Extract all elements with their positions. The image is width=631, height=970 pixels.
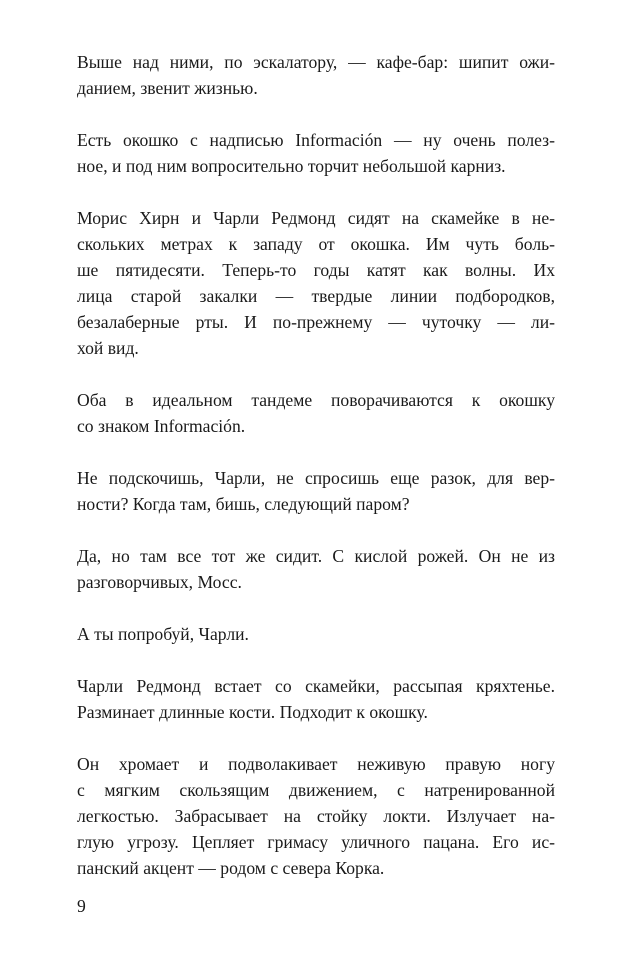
paragraph [77, 205, 555, 361]
text-line: панский акцент — родом с севера Корка. [77, 858, 385, 878]
text-line: с мягким скользящим движением, с натренированной [77, 780, 555, 800]
text-line: скольких метрах к западу от окошка. Им чуть боль- [77, 234, 555, 254]
page-number: 9 [77, 896, 86, 916]
paragraph [77, 127, 555, 179]
text-line: Выше над ними, по эскалатору, — кафе-бар: шипит ожи- [77, 52, 555, 72]
text-line: безалаберные рты. И по-прежнему — чуточку — ли- [77, 312, 555, 332]
paragraph [77, 621, 555, 647]
text-line: А ты попробуй, Чарли. [77, 624, 249, 644]
paragraph [77, 49, 555, 101]
text-line: ное, и под ним вопросительно торчит небольшой карниз. [77, 156, 506, 176]
text-line: легкостью. Забрасывает на стойку локти. Излучает на- [77, 806, 555, 826]
paragraph [77, 543, 555, 595]
text-line: лица старой закалки — твердые линии подбородков, [77, 286, 555, 306]
text-line: Морис Хирн и Чарли Редмонд сидят на скамейке в не- [77, 208, 555, 228]
text-line: Разминает длинные кости. Подходит к окошку. [77, 702, 428, 722]
text-line: глую угрозу. Цепляет гримасу уличного пацана. Его ис- [77, 832, 555, 852]
text-line: Он хромает и подволакивает неживую правую ногу [77, 754, 555, 774]
text-line: Чарли Редмонд встает со скамейки, рассыпая кряхтенье. [77, 676, 555, 696]
paragraph [77, 751, 555, 881]
body-text [77, 49, 555, 907]
paragraph [77, 673, 555, 725]
text-line: Не подскочишь, Чарли, не спросишь еще разок, для вер- [77, 468, 555, 488]
text-line: со знаком Información. [77, 416, 246, 436]
text-line: ности? Когда там, бишь, следующий паром? [77, 494, 410, 514]
paragraph [77, 387, 555, 439]
text-line: Оба в идеальном тандеме поворачиваются к окошку [77, 390, 555, 410]
text-line: Есть окошко с надписью Información — ну очень полез- [77, 130, 555, 150]
text-line: хой вид. [77, 338, 139, 358]
paragraph [77, 465, 555, 517]
text-line: данием, звенит жизнью. [77, 78, 258, 98]
text-line: разговорчивых, Мосс. [77, 572, 242, 592]
text-line: ше пятидесяти. Теперь-то годы катят как волны. Их [77, 260, 555, 280]
text-line: Да, но там все тот же сидит. С кислой рожей. Он не из [77, 546, 555, 566]
